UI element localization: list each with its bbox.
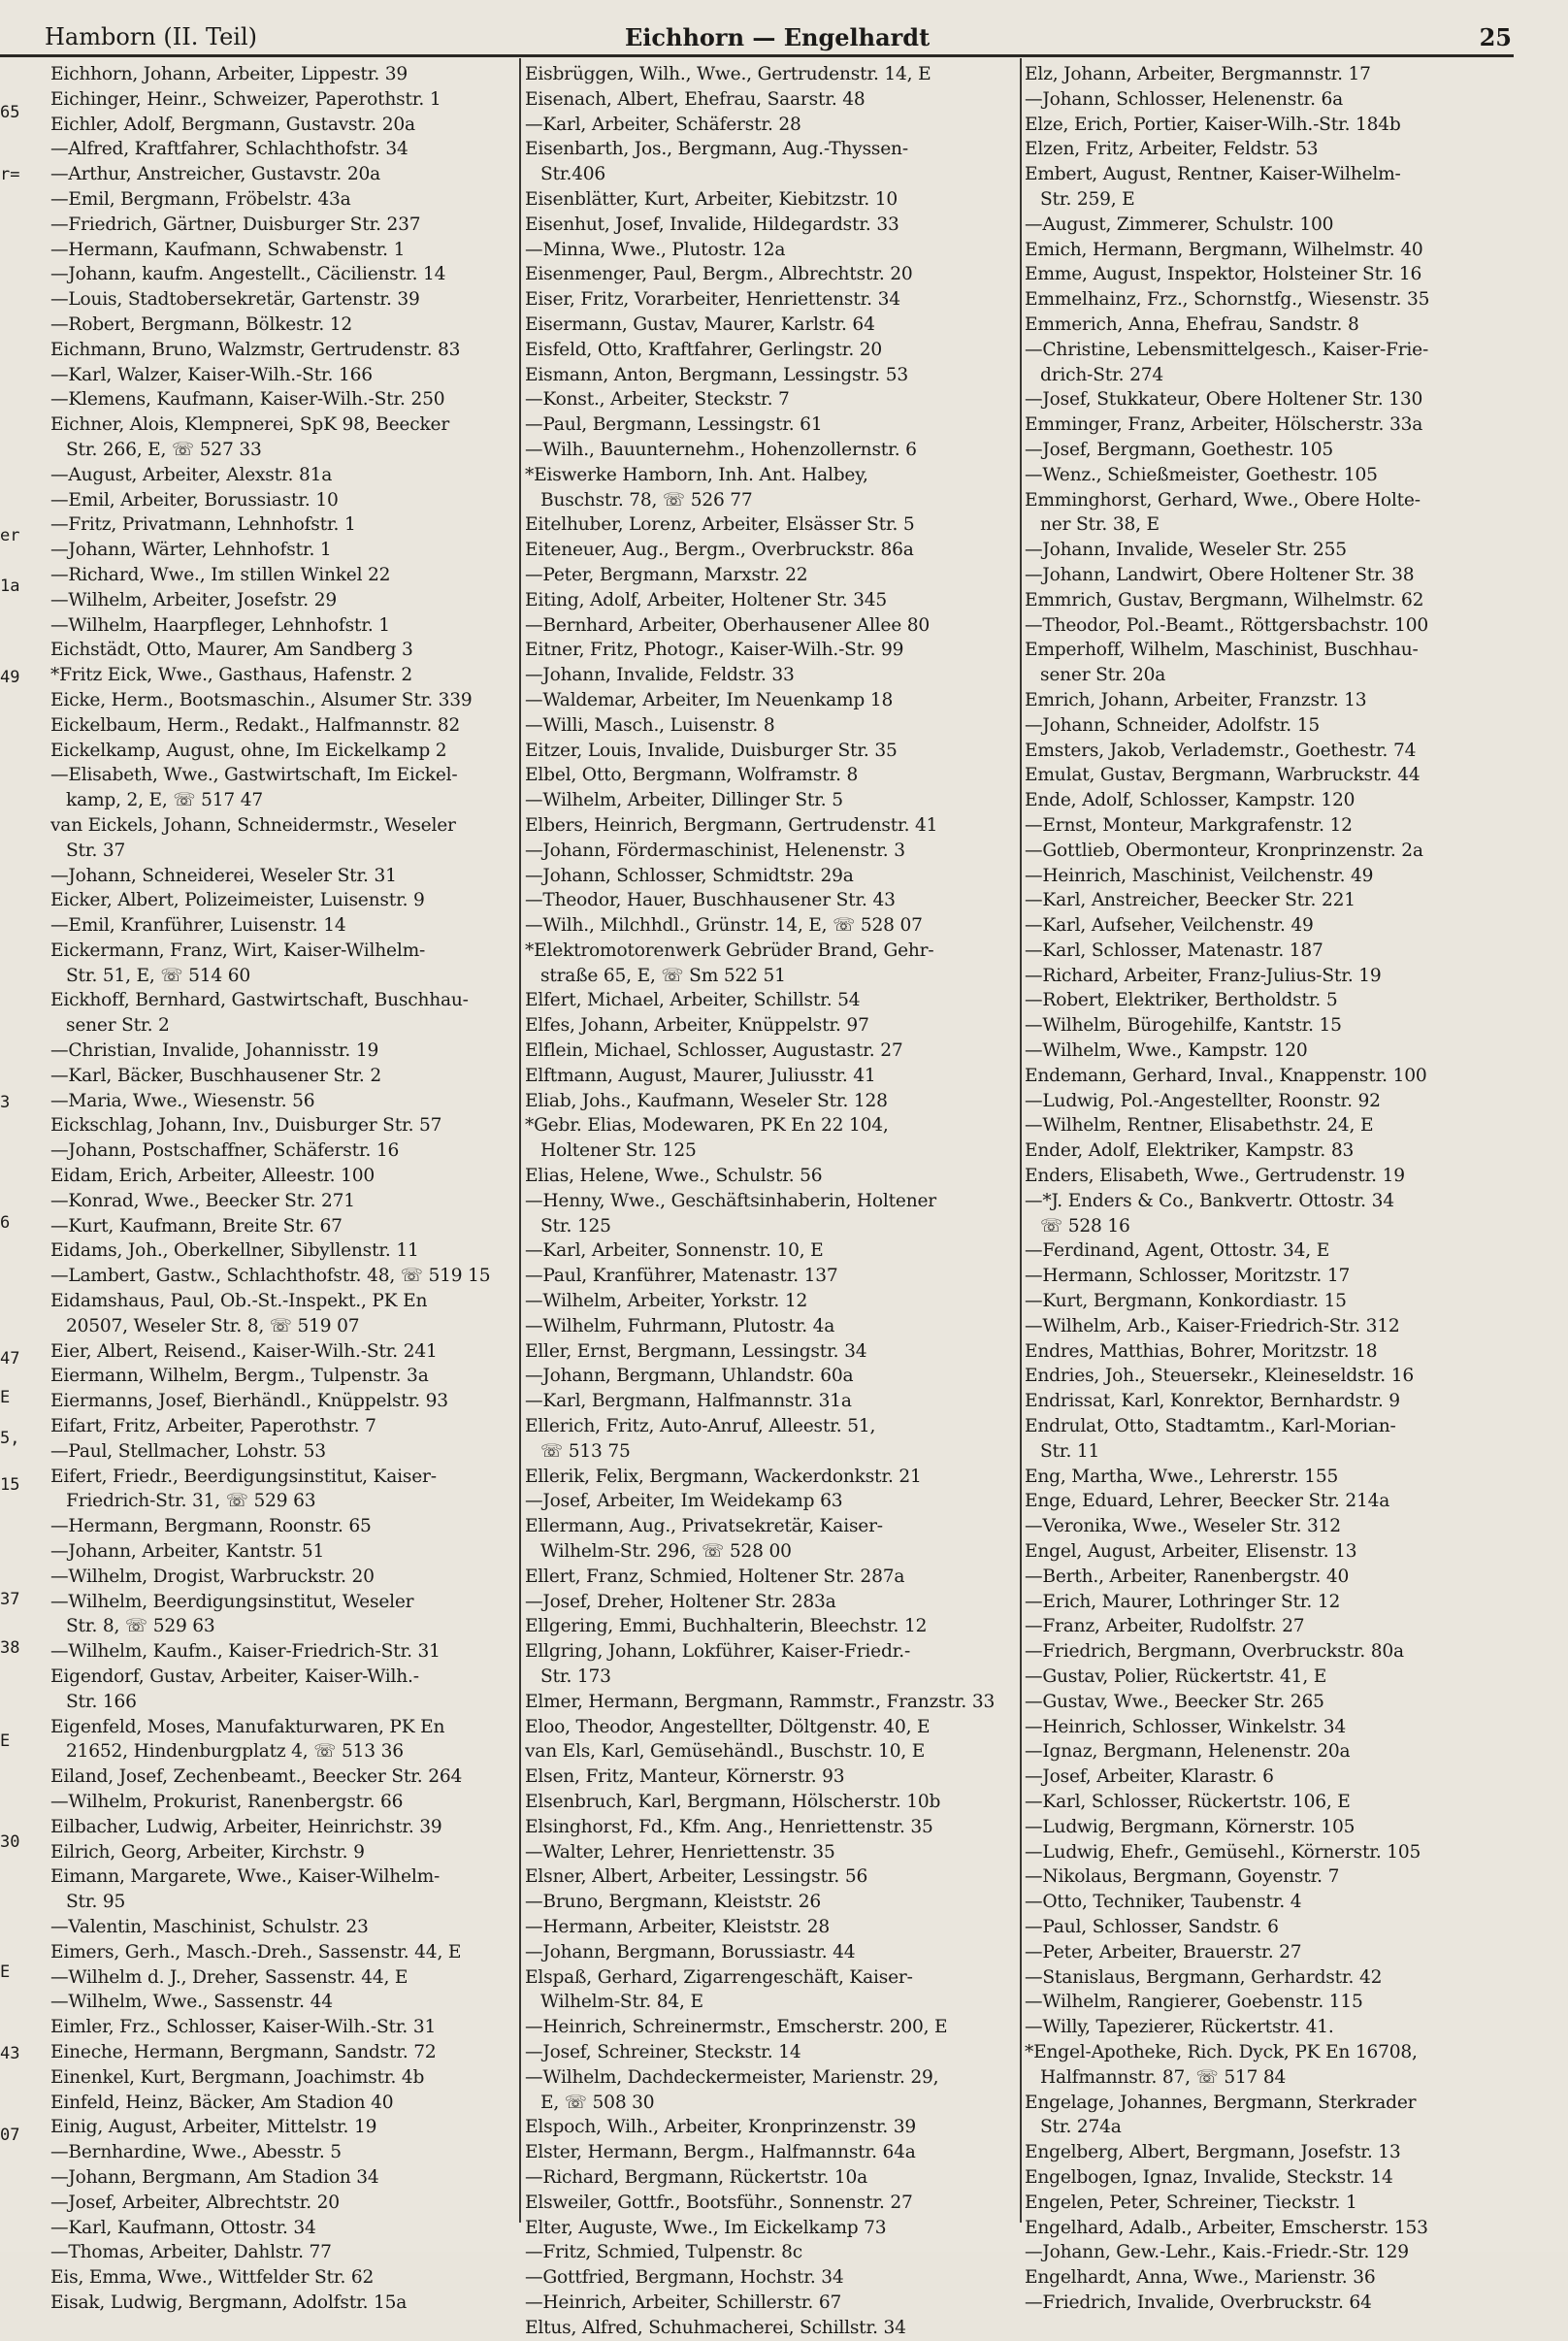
directory-entry: —Ignaz, Bergmann, Helenenstr. 20a <box>1025 1741 1351 1763</box>
directory-entry: Eller, Ernst, Bergmann, Lessingstr. 34 <box>525 1340 867 1362</box>
directory-entry: Emulat, Gustav, Bergmann, Warbruckstr. 44 <box>1025 765 1421 786</box>
directory-entry: —Karl, Walzer, Kaiser-Wilh.-Str. 166 <box>50 364 373 385</box>
directory-entry: —Heinrich, Schreinermstr., Emscherstr. 200, E <box>525 2017 948 2038</box>
directory-entry: Eigenfeld, Moses, Manufakturwaren, PK En <box>50 1716 445 1737</box>
directory-entry: ner Str. 38, E <box>1040 514 1160 536</box>
margin-fragment: 15 <box>0 1475 20 1495</box>
directory-entry: Eineche, Hermann, Bergmann, Sandstr. 72 <box>50 2041 437 2062</box>
directory-entry: —Johann, Bergmann, Borussiastr. 44 <box>525 1941 856 1962</box>
directory-entry: Einfeld, Heinz, Bäcker, Am Stadion 40 <box>50 2092 394 2113</box>
directory-entry: Ellgring, Johann, Lokführer, Kaiser-Friedr.- <box>525 1641 911 1663</box>
directory-entry: Emme, August, Inspektor, Holsteiner Str. 16 <box>1025 264 1422 285</box>
directory-entry: —Josef, Dreher, Holtener Str. 283a <box>525 1591 836 1612</box>
directory-entry: Elter, Auguste, Wwe., Im Eickelkamp 73 <box>525 2217 887 2238</box>
directory-entry: —Wilhelm, Wwe., Sassenstr. 44 <box>50 1992 333 2013</box>
directory-entry: Buschstr. 78, ☏ 526 77 <box>540 489 753 511</box>
directory-entry: —Friedrich, Gärtner, Duisburger Str. 237 <box>50 214 421 235</box>
directory-entry: Eitner, Fritz, Photogr., Kaiser-Wilh.-Str. 99 <box>525 640 904 661</box>
directory-entry: —Wenz., Schießmeister, Goethestr. 105 <box>1025 464 1378 485</box>
directory-entry: —Bernhard, Arbeiter, Oberhausener Allee 80 <box>525 614 931 636</box>
margin-fragment: 65 <box>0 103 20 122</box>
directory-entry: Eisenach, Albert, Ehefrau, Saarstr. 48 <box>525 88 866 110</box>
directory-entry: Emmrich, Gustav, Bergmann, Wilhelmstr. 62 <box>1025 589 1424 610</box>
directory-entry: —Wilhelm, Bürogehilfe, Kantstr. 15 <box>1025 1015 1342 1037</box>
directory-entry: Elz, Johann, Arbeiter, Bergmannstr. 17 <box>1025 64 1371 84</box>
directory-entry: —Peter, Bergmann, Marxstr. 22 <box>525 564 808 585</box>
directory-entry: —Wilhelm, Haarpfleger, Lehnhofstr. 1 <box>50 614 390 636</box>
directory-entry: Eichstädt, Otto, Maurer, Am Sandberg 3 <box>50 640 413 661</box>
margin-fragment: 37 <box>0 1590 20 1609</box>
directory-entry: Wilhelm-Str. 84, E <box>540 1992 703 2013</box>
directory-entry: —Gustav, Wwe., Beecker Str. 265 <box>1025 1691 1324 1712</box>
directory-entry: —Heinrich, Schlosser, Winkelstr. 34 <box>1025 1716 1347 1737</box>
directory-entry: Emrich, Johann, Arbeiter, Franzstr. 13 <box>1025 689 1367 710</box>
directory-entry: Engel, August, Arbeiter, Elisenstr. 13 <box>1025 1541 1357 1563</box>
directory-entry: Endrissat, Karl, Konrektor, Bernhardstr. 9 <box>1025 1391 1400 1412</box>
directory-entry: Str. 266, E, ☏ 527 33 <box>66 439 262 460</box>
directory-entry: —Nikolaus, Bergmann, Goyenstr. 7 <box>1025 1866 1340 1888</box>
directory-entry: —Wilhelm, Wwe., Kampstr. 120 <box>1025 1040 1308 1062</box>
directory-entry: Emsters, Jakob, Verlademstr., Goethestr. 74 <box>1025 740 1417 761</box>
directory-entry: —Erich, Maurer, Lothringer Str. 12 <box>1025 1591 1341 1612</box>
directory-entry: —Emil, Arbeiter, Borussiastr. 10 <box>50 489 339 511</box>
directory-entry: Holtener Str. 125 <box>540 1140 697 1162</box>
directory-entry: —Wilhelm, Rangierer, Goebenstr. 115 <box>1025 1992 1363 2013</box>
margin-fragment: 5, <box>0 1429 20 1448</box>
directory-entry: Eidams, Joh., Oberkellner, Sibyllenstr. 11 <box>50 1240 419 1262</box>
directory-entry: —Wilhelm, Fuhrmann, Plutostr. 4a <box>525 1315 835 1336</box>
margin-fragment: 30 <box>0 1832 20 1852</box>
directory-entry: Eifart, Fritz, Arbeiter, Paperothstr. 7 <box>50 1416 376 1437</box>
directory-entry: —Karl, Schlosser, Matenastr. 187 <box>1025 940 1323 961</box>
directory-entry: —Johann, Bergmann, Am Stadion 34 <box>50 2166 379 2188</box>
directory-entry: Elsenbruch, Karl, Bergmann, Hölscherstr. 10b <box>525 1791 941 1812</box>
directory-entry: —Klemens, Kaufmann, Kaiser-Wilh.-Str. 250 <box>50 389 445 411</box>
directory-entry: *Fritz Eick, Wwe., Gasthaus, Hafenstr. 2 <box>50 665 413 686</box>
header-left: Hamborn (II. Teil) <box>45 23 258 50</box>
margin-fragment: 38 <box>0 1638 20 1658</box>
directory-entry: —Franz, Arbeiter, Rudolfstr. 27 <box>1025 1616 1305 1637</box>
directory-entry: Einenkel, Kurt, Bergmann, Joachimstr. 4b <box>50 2066 425 2088</box>
directory-entry: —Veronika, Wwe., Weseler Str. 312 <box>1025 1516 1341 1537</box>
directory-entry: Eilbacher, Ludwig, Arbeiter, Heinrichstr. 39 <box>50 1816 442 1837</box>
directory-entry: —Hermann, Kaufmann, Schwabenstr. 1 <box>50 239 406 260</box>
directory-entry: ☏ 513 75 <box>540 1440 631 1462</box>
directory-entry: —Ludwig, Bergmann, Körnerstr. 105 <box>1025 1816 1356 1837</box>
directory-entry: —Wilh., Bauunternehm., Hohenzollernstr. 6 <box>525 439 917 460</box>
directory-entry: —Bruno, Bergmann, Kleiststr. 26 <box>525 1892 821 1913</box>
margin-fragment: E <box>0 1731 11 1751</box>
directory-entry: —Richard, Wwe., Im stillen Winkel 22 <box>50 564 391 585</box>
directory-entry: —Willi, Masch., Luisenstr. 8 <box>525 714 775 736</box>
directory-entry: Elspoch, Wilh., Arbeiter, Kronprinzenstr. 39 <box>525 2117 917 2138</box>
directory-entry: Elftmann, August, Maurer, Juliusstr. 41 <box>525 1065 876 1086</box>
directory-entry: Str.406 <box>540 164 606 185</box>
directory-entry: Eitelhuber, Lorenz, Arbeiter, Elsässer Str. 5 <box>525 514 915 536</box>
directory-entry: —Valentin, Maschinist, Schulstr. 23 <box>50 1916 369 1937</box>
directory-entry: Eisenblätter, Kurt, Arbeiter, Kiebitzstr. 10 <box>525 188 898 210</box>
directory-entry: —Josef, Schreiner, Steckstr. 14 <box>525 2041 801 2062</box>
directory-entry: —Karl, Aufseher, Veilchenstr. 49 <box>1025 915 1314 937</box>
directory-entry: —Johann, Gew.-Lehr., Kais.-Friedr.-Str. 129 <box>1025 2242 1409 2263</box>
margin-fragment: 3 <box>0 1093 11 1112</box>
directory-entry: Elflein, Michael, Schlosser, Augustastr. 27 <box>525 1040 903 1062</box>
directory-entry: —Wilhelm, Beerdigungsinstitut, Weseler <box>50 1591 414 1612</box>
directory-entry: Eimers, Gerh., Masch.-Dreh., Sassenstr. 44, E <box>50 1941 462 1962</box>
page-header <box>45 21 1512 56</box>
directory-entry: —Karl, Anstreicher, Beecker Str. 221 <box>1025 890 1356 911</box>
directory-entry: —Bernhardine, Wwe., Abesstr. 5 <box>50 2142 342 2163</box>
margin-fragment: 49 <box>0 668 20 687</box>
directory-entry: Elias, Helene, Wwe., Schulstr. 56 <box>525 1166 823 1187</box>
directory-entry: —Johann, kaufm. Angestellt., Cäcilienstr. 14 <box>50 264 446 285</box>
directory-entry: —Theodor, Pol.-Beamt., Röttgersbachstr. 100 <box>1025 614 1429 636</box>
directory-entry: —Robert, Elektriker, Bertholdstr. 5 <box>1025 990 1338 1011</box>
directory-entry: —Wilhelm, Kaufm., Kaiser-Friedrich-Str. 31 <box>50 1641 441 1663</box>
directory-entry: 20507, Weseler Str. 8, ☏ 519 07 <box>66 1315 360 1336</box>
directory-entry: —Karl, Kaufmann, Ottostr. 34 <box>50 2217 316 2238</box>
directory-entry: *Eiswerke Hamborn, Inh. Ant. Halbey, <box>525 464 868 485</box>
directory-entry: —Lambert, Gastw., Schlachthofstr. 48, ☏ 519 15 <box>50 1266 491 1287</box>
directory-entry: —Emil, Kranführer, Luisenstr. 14 <box>50 915 346 937</box>
margin-fragment: 07 <box>0 2126 20 2145</box>
directory-entry: —Wilhelm, Arbeiter, Josefstr. 29 <box>50 589 337 610</box>
directory-entry: Eickschlag, Johann, Inv., Duisburger Str. 57 <box>50 1115 442 1137</box>
directory-entry: Eisenhut, Josef, Invalide, Hildegardstr. 33 <box>525 214 899 235</box>
directory-entry: —Friedrich, Invalide, Overbruckstr. 64 <box>1025 2292 1372 2313</box>
directory-entry: Str. 274a <box>1040 2117 1122 2138</box>
directory-entry: Eloo, Theodor, Angestellter, Döltgenstr. 40, E <box>525 1716 931 1737</box>
directory-entry: Str. 125 <box>540 1215 611 1236</box>
directory-entry: Eiermann, Wilhelm, Bergm., Tulpenstr. 3a <box>50 1366 429 1387</box>
directory-entry: Str. 95 <box>66 1892 126 1913</box>
directory-entry: Elbers, Heinrich, Bergmann, Gertrudenstr. 41 <box>525 814 938 836</box>
margin-fragment: 47 <box>0 1349 20 1368</box>
column-2 <box>525 62 1018 2341</box>
directory-entry: Elzen, Fritz, Arbeiter, Feldstr. 53 <box>1025 139 1319 160</box>
directory-entry: Eng, Martha, Wwe., Lehrerstr. 155 <box>1025 1466 1339 1487</box>
directory-entry: —Arthur, Anstreicher, Gustavstr. 20a <box>50 164 380 185</box>
directory-entry: —Berth., Arbeiter, Ranenbergstr. 40 <box>1025 1566 1350 1587</box>
directory-entry: Eisermann, Gustav, Maurer, Karlstr. 64 <box>525 313 875 335</box>
directory-entry: Elsner, Albert, Arbeiter, Lessingstr. 56 <box>525 1866 868 1888</box>
header-title: Eichhorn — Engelhardt <box>625 23 931 51</box>
directory-entry: Eiteneuer, Aug., Bergm., Overbruckstr. 86a <box>525 540 914 561</box>
directory-entry: Eiermanns, Josef, Bierhändl., Knüppelstr. 93 <box>50 1391 448 1412</box>
directory-entry: —Wilhelm, Drogist, Warbruckstr. 20 <box>50 1566 375 1587</box>
directory-entry: —Josef, Arbeiter, Klarastr. 6 <box>1025 1766 1274 1788</box>
directory-entry: Eickermann, Franz, Wirt, Kaiser-Wilhelm- <box>50 940 426 961</box>
directory-entry: Eimann, Margarete, Wwe., Kaiser-Wilhelm- <box>50 1866 441 1888</box>
directory-entry: Ellert, Franz, Schmied, Holtener Str. 287a <box>525 1566 905 1587</box>
directory-entry: —Johann, Invalide, Feldstr. 33 <box>525 665 795 686</box>
directory-entry: —Karl, Bergmann, Halfmannstr. 31a <box>525 1391 852 1412</box>
directory-entry: Eidam, Erich, Arbeiter, Alleestr. 100 <box>50 1166 375 1187</box>
directory-entry: Eltus, Alfred, Schuhmacherei, Schillstr. 34 <box>525 2317 906 2338</box>
directory-entry: Str. 259, E <box>1040 188 1135 210</box>
header-rule <box>0 54 1514 57</box>
directory-entry: —Wilhelm, Arbeiter, Yorkstr. 12 <box>525 1291 808 1312</box>
directory-entry: —Johann, Wärter, Lehnhofstr. 1 <box>50 540 332 561</box>
directory-entry: —Ludwig, Pol.-Angestellter, Roonstr. 92 <box>1025 1090 1381 1111</box>
directory-entry: sener Str. 2 <box>66 1015 170 1037</box>
margin-fragment: r= <box>0 165 20 184</box>
directory-entry: kamp, 2, E, ☏ 517 47 <box>66 790 263 811</box>
directory-entry: —Christine, Lebensmittelgesch., Kaiser-Frie- <box>1025 339 1429 360</box>
directory-entry: straße 65, E, ☏ Sm 522 51 <box>540 965 786 986</box>
directory-entry: van Els, Karl, Gemüsehändl., Buschstr. 10, E <box>525 1741 926 1763</box>
directory-entry: —Heinrich, Maschinist, Veilchenstr. 49 <box>1025 865 1374 886</box>
directory-entry: Elbel, Otto, Bergmann, Wolframstr. 8 <box>525 765 859 786</box>
directory-entry: —Willy, Tapezierer, Rückertstr. 41. <box>1025 2017 1334 2038</box>
directory-entry: Emperhoff, Wilhelm, Maschinist, Buschhau- <box>1025 640 1419 661</box>
directory-entry: Eicke, Herm., Bootsmaschin., Alsumer Str. 339 <box>50 689 473 710</box>
directory-entry: —Thomas, Arbeiter, Dahlstr. 77 <box>50 2242 332 2263</box>
directory-entry: —Johann, Schlosser, Schmidtstr. 29a <box>525 865 854 886</box>
directory-entry: Enge, Eduard, Lehrer, Beecker Str. 214a <box>1025 1491 1390 1512</box>
directory-entry: —Konst., Arbeiter, Steckstr. 7 <box>525 389 790 411</box>
directory-entry: —Johann, Schneider, Adolfstr. 15 <box>1025 714 1320 736</box>
directory-entry: drich-Str. 274 <box>1040 364 1163 385</box>
directory-entry: —Karl, Arbeiter, Schäferstr. 28 <box>525 114 801 135</box>
margin-fragment: er <box>0 526 20 545</box>
directory-entry: Str. 11 <box>1040 1440 1100 1462</box>
directory-entry: —Wilhelm, Dachdeckermeister, Marienstr. 29, <box>525 2066 939 2088</box>
directory-entry: Emminger, Franz, Arbeiter, Hölscherstr. 33a <box>1025 414 1423 436</box>
directory-entry: —Henny, Wwe., Geschäftsinhaberin, Holtener <box>525 1190 936 1211</box>
directory-entry: Endres, Matthias, Bohrer, Moritzstr. 18 <box>1025 1340 1378 1362</box>
directory-entry: —Wilh., Milchhdl., Grünstr. 14, E, ☏ 528 07 <box>525 915 923 937</box>
directory-entry: —Wilhelm, Arbeiter, Dillinger Str. 5 <box>525 790 843 811</box>
directory-entry: —Johann, Fördermaschinist, Helenenstr. 3 <box>525 840 905 861</box>
directory-entry: E, ☏ 508 30 <box>540 2092 655 2113</box>
directory-entry: —Johann, Postschaffner, Schäferstr. 16 <box>50 1140 400 1162</box>
directory-entry: —Ludwig, Ehefr., Gemüsehl., Körnerstr. 105 <box>1025 1841 1421 1863</box>
directory-entry: *Engel-Apotheke, Rich. Dyck, PK En 16708, <box>1025 2041 1418 2062</box>
directory-entry: Ellerich, Fritz, Auto-Anruf, Alleestr. 51, <box>525 1416 876 1437</box>
directory-entry: —Friedrich, Bergmann, Overbruckstr. 80a <box>1025 1641 1404 1663</box>
column-divider <box>1020 58 1022 2223</box>
directory-entry: Eichhorn, Johann, Arbeiter, Lippestr. 39 <box>50 64 408 84</box>
directory-entry: —Theodor, Hauer, Buschhausener Str. 43 <box>525 890 896 911</box>
directory-entry: Eilrich, Georg, Arbeiter, Kirchstr. 9 <box>50 1841 365 1863</box>
directory-entry: Wilhelm-Str. 296, ☏ 528 00 <box>540 1541 792 1563</box>
directory-entry: Ende, Adolf, Schlosser, Kampstr. 120 <box>1025 790 1356 811</box>
directory-entry: —Richard, Bergmann, Rückertstr. 10a <box>525 2166 868 2188</box>
directory-entry: —Gottlieb, Obermonteur, Kronprinzenstr. 2a <box>1025 840 1423 861</box>
directory-entry: Eier, Albert, Reisend., Kaiser-Wilh.-Str. 241 <box>50 1340 438 1362</box>
directory-entry: —Christian, Invalide, Johannisstr. 19 <box>50 1040 379 1062</box>
directory-entry: Eiland, Josef, Zechenbeamt., Beecker Str. 264 <box>50 1766 463 1788</box>
directory-entry: Elspaß, Gerhard, Zigarrengeschäft, Kaiser- <box>525 1966 913 1988</box>
directory-entry: —Minna, Wwe., Plutostr. 12a <box>525 239 786 260</box>
directory-entry: —Peter, Arbeiter, Brauerstr. 27 <box>1025 1941 1302 1962</box>
directory-entry: van Eickels, Johann, Schneidermstr., Weseler <box>50 814 456 836</box>
directory-entry: Endemann, Gerhard, Inval., Knappenstr. 100 <box>1025 1065 1427 1086</box>
directory-entry: —Alfred, Kraftfahrer, Schlachthofstr. 34 <box>50 139 408 160</box>
margin-fragment: 43 <box>0 2044 20 2063</box>
directory-entry: —Johann, Schlosser, Helenenstr. 6a <box>1025 88 1344 110</box>
directory-entry: —Kurt, Kaufmann, Breite Str. 67 <box>50 1215 343 1236</box>
directory-entry: Eliab, Johs., Kaufmann, Weseler Str. 128 <box>525 1090 888 1111</box>
directory-entry: —Josef, Stukkateur, Obere Holtener Str. 130 <box>1025 389 1423 411</box>
directory-entry: Elster, Hermann, Bergm., Halfmannstr. 64a <box>525 2142 916 2163</box>
directory-entry: Ellermann, Aug., Privatsekretär, Kaiser- <box>525 1516 883 1537</box>
directory-entry: Eimler, Frz., Schlosser, Kaiser-Wilh.-Str. 31 <box>50 2017 437 2038</box>
directory-entry: Eigendorf, Gustav, Arbeiter, Kaiser-Wilh.- <box>50 1666 419 1687</box>
directory-entry: Eiser, Fritz, Vorarbeiter, Henriettenstr. 34 <box>525 289 900 311</box>
directory-entry: Engelhard, Adalb., Arbeiter, Emscherstr. 153 <box>1025 2217 1428 2238</box>
margin-fragment: 6 <box>0 1213 11 1233</box>
directory-entry: —Hermann, Arbeiter, Kleiststr. 28 <box>525 1916 831 1937</box>
directory-entry: —Hermann, Bergmann, Roonstr. 65 <box>50 1516 372 1537</box>
directory-entry: Eis, Emma, Wwe., Wittfelder Str. 62 <box>50 2267 375 2289</box>
directory-entry: Str. 8, ☏ 529 63 <box>66 1616 215 1637</box>
directory-entry: —Johann, Bergmann, Uhlandstr. 60a <box>525 1366 854 1387</box>
directory-entry: —Johann, Arbeiter, Kantstr. 51 <box>50 1541 325 1563</box>
directory-entry: —August, Arbeiter, Alexstr. 81a <box>50 464 333 485</box>
margin-fragment: 1a <box>0 577 20 596</box>
directory-entry: Eichler, Adolf, Bergmann, Gustavstr. 20a <box>50 114 415 135</box>
directory-entry: Eisenbarth, Jos., Bergmann, Aug.-Thyssen- <box>525 139 908 160</box>
directory-entry: Emminghorst, Gerhard, Wwe., Obere Holte- <box>1025 489 1421 511</box>
directory-entry: Ellgering, Emmi, Buchhalterin, Bleechstr. 12 <box>525 1616 928 1637</box>
directory-entry: —Josef, Arbeiter, Albrechtstr. 20 <box>50 2192 340 2213</box>
directory-entry: Embert, August, Rentner, Kaiser-Wilhelm- <box>1025 164 1401 185</box>
directory-entry: Elze, Erich, Portier, Kaiser-Wilh.-Str. 184b <box>1025 114 1401 135</box>
directory-entry: Eichinger, Heinr., Schweizer, Paperothstr. 1 <box>50 88 441 110</box>
margin-fragment: E <box>0 1962 11 1982</box>
directory-entry: —Wilhelm, Arb., Kaiser-Friedrich-Str. 312 <box>1025 1315 1400 1336</box>
directory-entry: Eickelbaum, Herm., Redakt., Halfmannstr. 82 <box>50 714 461 736</box>
directory-entry: Eiting, Adolf, Arbeiter, Holtener Str. 345 <box>525 589 888 610</box>
directory-entry: —Gustav, Polier, Rückertstr. 41, E <box>1025 1666 1327 1687</box>
directory-entry: —Paul, Bergmann, Lessingstr. 61 <box>525 414 823 436</box>
directory-entry: Engelage, Johannes, Bergmann, Sterkrader <box>1025 2092 1417 2113</box>
directory-entry: —Josef, Arbeiter, Im Weidekamp 63 <box>525 1491 843 1512</box>
directory-entry: Elfes, Johann, Arbeiter, Knüppelstr. 97 <box>525 1015 869 1037</box>
directory-entry: —Louis, Stadtobersekretär, Gartenstr. 39 <box>50 289 420 311</box>
directory-entry: —Kurt, Bergmann, Konkordiastr. 15 <box>1025 1291 1347 1312</box>
directory-entry: Str. 37 <box>66 840 126 861</box>
directory-entry: —Paul, Kranführer, Matenastr. 137 <box>525 1266 838 1287</box>
directory-entry: Engelhardt, Anna, Wwe., Marienstr. 36 <box>1025 2267 1376 2289</box>
directory-entry: Eichmann, Bruno, Walzmstr, Gertrudenstr. 83 <box>50 339 461 360</box>
directory-entry: Eisfeld, Otto, Kraftfahrer, Gerlingstr. 20 <box>525 339 882 360</box>
margin-fragment: E <box>0 1388 11 1407</box>
directory-entry: Eickhoff, Bernhard, Gastwirtschaft, Buschhau- <box>50 990 469 1011</box>
directory-entry: Emich, Hermann, Bergmann, Wilhelmstr. 40 <box>1025 239 1423 260</box>
directory-entry: —Fritz, Privatmann, Lehnhofstr. 1 <box>50 514 356 536</box>
directory-entry: —Karl, Schlosser, Rückertstr. 106, E <box>1025 1791 1351 1812</box>
directory-entry: Engelberg, Albert, Bergmann, Josefstr. 13 <box>1025 2142 1401 2163</box>
directory-entry: —August, Zimmerer, Schulstr. 100 <box>1025 214 1334 235</box>
directory-entry: Eitzer, Louis, Invalide, Duisburger Str. 35 <box>525 740 898 761</box>
directory-entry: Einig, August, Arbeiter, Mittelstr. 19 <box>50 2117 377 2138</box>
directory-entry: Eidamshaus, Paul, Ob.-St.-Inspekt., PK En <box>50 1291 428 1312</box>
directory-entry: *Gebr. Elias, Modewaren, PK En 22 104, <box>525 1115 889 1137</box>
directory-entry: Elsinghorst, Fd., Kfm. Ang., Henriettenstr. 35 <box>525 1816 933 1837</box>
directory-entry: ☏ 528 16 <box>1040 1215 1130 1236</box>
directory-entry: Eisenmenger, Paul, Bergm., Albrechtstr. 20 <box>525 264 913 285</box>
column-1 <box>50 62 555 2316</box>
directory-entry: —Ernst, Monteur, Markgrafenstr. 12 <box>1025 814 1353 836</box>
directory-entry: —Johann, Invalide, Weseler Str. 255 <box>1025 540 1347 561</box>
directory-entry: Eicker, Albert, Polizeimeister, Luisenstr. 9 <box>50 890 425 911</box>
directory-entry: —Stanislaus, Bergmann, Gerhardstr. 42 <box>1025 1966 1383 1988</box>
directory-entry: —Hermann, Schlosser, Moritzstr. 17 <box>1025 1266 1351 1287</box>
directory-entry: Eichner, Alois, Klempnerei, SpK 98, Beecker <box>50 414 450 436</box>
directory-entry: Ellerik, Felix, Bergmann, Wackerdonkstr. 21 <box>525 1466 922 1487</box>
directory-entry: Halfmannstr. 87, ☏ 517 84 <box>1040 2066 1287 2088</box>
directory-entry: —Robert, Bergmann, Bölkestr. 12 <box>50 313 353 335</box>
directory-entry: Eisbrüggen, Wilh., Wwe., Gertrudenstr. 14, E <box>525 64 931 84</box>
directory-entry: —Konrad, Wwe., Beecker Str. 271 <box>50 1190 355 1211</box>
directory-entry: —Emil, Bergmann, Fröbelstr. 43a <box>50 188 351 210</box>
directory-entry: —Walter, Lehrer, Henriettenstr. 35 <box>525 1841 835 1863</box>
directory-entry: —Heinrich, Arbeiter, Schillerstr. 67 <box>525 2292 842 2313</box>
directory-entry: —Karl, Bäcker, Buschhausener Str. 2 <box>50 1065 381 1086</box>
directory-entry: Endries, Joh., Steuersekr., Kleineseldstr. 16 <box>1025 1366 1414 1387</box>
directory-entry: —Wilhelm d. J., Dreher, Sassenstr. 44, E <box>50 1966 408 1988</box>
directory-entry: —Elisabeth, Wwe., Gastwirtschaft, Im Eickel- <box>50 765 458 786</box>
directory-entry: Elmer, Hermann, Bergmann, Rammstr., Franzstr. 33 <box>525 1691 996 1712</box>
directory-entry: Emmerich, Anna, Ehefrau, Sandstr. 8 <box>1025 313 1359 335</box>
directory-entry: Emmelhainz, Frz., Schornstfg., Wiesenstr. 35 <box>1025 289 1430 311</box>
directory-entry: *Elektromotorenwerk Gebrüder Brand, Gehr- <box>525 940 934 961</box>
directory-entry: —Otto, Techniker, Taubenstr. 4 <box>1025 1892 1302 1913</box>
directory-entry: Endrulat, Otto, Stadtamtm., Karl-Morian- <box>1025 1416 1396 1437</box>
directory-entry: —Johann, Schneiderei, Weseler Str. 31 <box>50 865 397 886</box>
directory-entry: —Richard, Arbeiter, Franz-Julius-Str. 19 <box>1025 965 1382 986</box>
directory-entry: Elsen, Fritz, Manteur, Körnerstr. 93 <box>525 1766 845 1788</box>
directory-entry: Eickelkamp, August, ohne, Im Eickelkamp 2 <box>50 740 447 761</box>
directory-entry: Str. 166 <box>66 1691 137 1712</box>
directory-entry: —Wilhelm, Rentner, Elisabethstr. 24, E <box>1025 1115 1374 1137</box>
directory-entry: Ender, Adolf, Elektriker, Kampstr. 83 <box>1025 1140 1355 1162</box>
directory-entry: —Gottfried, Bergmann, Hochstr. 34 <box>525 2267 844 2289</box>
directory-entry: —Josef, Bergmann, Goethestr. 105 <box>1025 439 1334 460</box>
directory-entry: Elfert, Michael, Arbeiter, Schillstr. 54 <box>525 990 861 1011</box>
page-number: 25 <box>1479 23 1512 51</box>
directory-entry: Eisak, Ludwig, Bergmann, Adolfstr. 15a <box>50 2292 408 2313</box>
directory-entry: —Karl, Arbeiter, Sonnenstr. 10, E <box>525 1240 824 1262</box>
directory-entry: Str. 51, E, ☏ 514 60 <box>66 965 250 986</box>
directory-entry: —Paul, Stellmacher, Lohstr. 53 <box>50 1440 326 1462</box>
directory-entry: Engelbogen, Ignaz, Invalide, Steckstr. 14 <box>1025 2166 1393 2188</box>
directory-entry: Eifert, Friedr., Beerdigungsinstitut, Kaiser- <box>50 1466 437 1487</box>
directory-entry: Str. 173 <box>540 1666 611 1687</box>
directory-entry: Eismann, Anton, Bergmann, Lessingstr. 53 <box>525 364 908 385</box>
directory-entry: 21652, Hindenburgplatz 4, ☏ 513 36 <box>66 1741 404 1763</box>
directory-entry: —Paul, Schlosser, Sandstr. 6 <box>1025 1916 1279 1937</box>
column-3 <box>1025 62 1514 2316</box>
directory-entry: —Wilhelm, Prokurist, Ranenbergstr. 66 <box>50 1791 404 1812</box>
directory-entry: sener Str. 20a <box>1040 665 1166 686</box>
directory-entry: Enders, Elisabeth, Wwe., Gertrudenstr. 19 <box>1025 1166 1405 1187</box>
directory-entry: —Waldemar, Arbeiter, Im Neuenkamp 18 <box>525 689 894 710</box>
directory-entry: Engelen, Peter, Schreiner, Tieckstr. 1 <box>1025 2192 1357 2213</box>
directory-entry: —Maria, Wwe., Wiesenstr. 56 <box>50 1090 315 1111</box>
directory-entry: Friedrich-Str. 31, ☏ 529 63 <box>66 1491 316 1512</box>
directory-entry: Elsweiler, Gottfr., Bootsführ., Sonnenstr. 27 <box>525 2192 913 2213</box>
directory-entry: —Ferdinand, Agent, Ottostr. 34, E <box>1025 1240 1330 1262</box>
directory-entry: —Johann, Landwirt, Obere Holtener Str. 38 <box>1025 564 1415 585</box>
directory-entry: —Fritz, Schmied, Tulpenstr. 8c <box>525 2242 802 2263</box>
directory-entry: —*J. Enders & Co., Bankvertr. Ottostr. 34 <box>1025 1190 1394 1211</box>
